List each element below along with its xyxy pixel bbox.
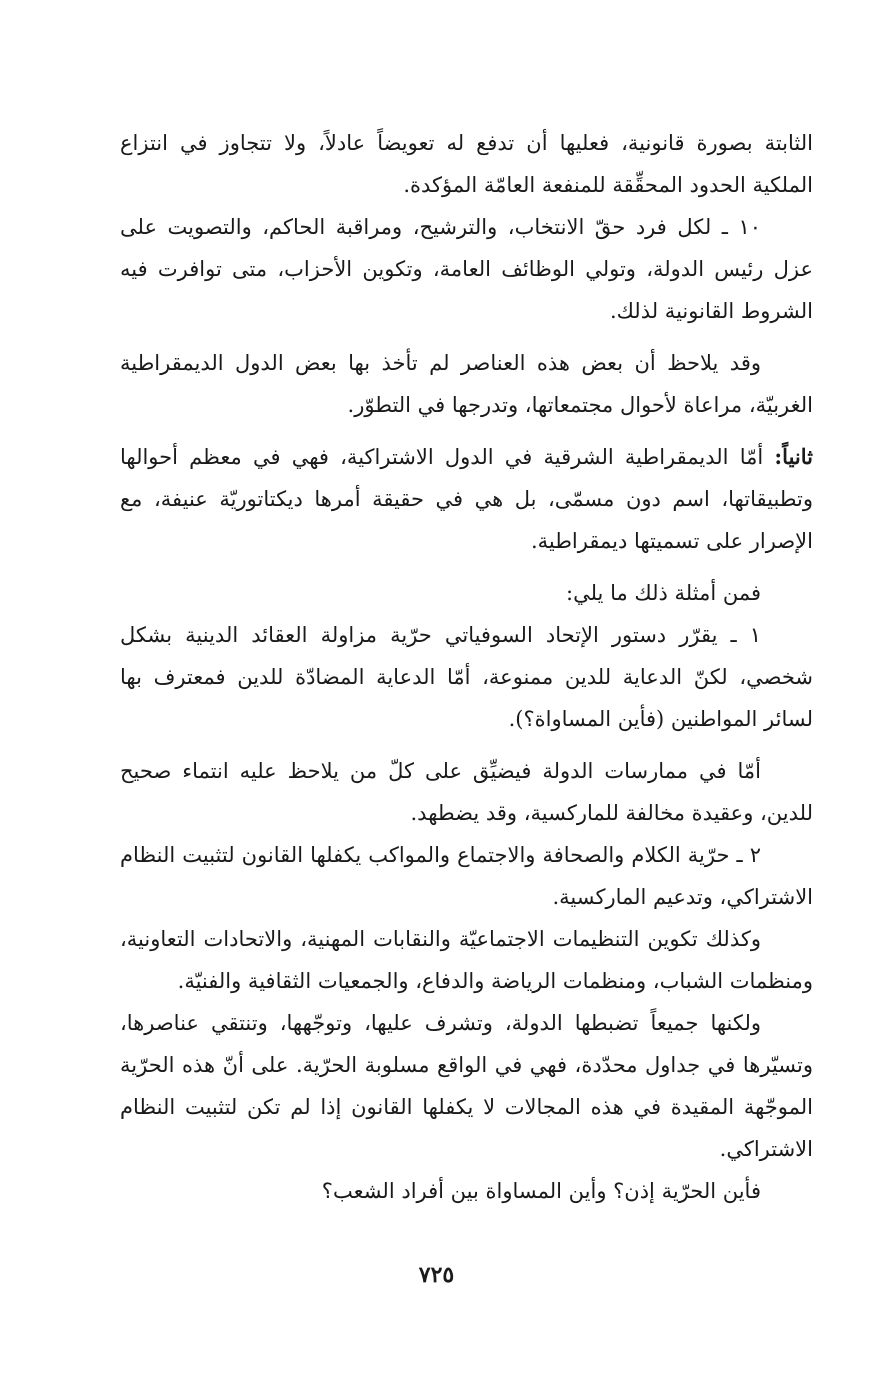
paragraph-item-10: ١٠ ـ لكل فرد حقّ الانتخاب، والترشيح، ومراقبة الحاكم، والتصويت على عزل رئيس الدولة، وتولي الوظائف العامة، وتكوين الأحزاب، متى توافرت فيه الشروط القانونية لذلك. [120, 215, 813, 323]
paragraph-item-1: ١ ـ يقرّر دستور الإتحاد السوفياتي حرّية مزاولة العقائد الدينية بشكل شخصي، لكنّ الدعاية للدين ممنوعة، أمّا الدعاية المضادّة للدين فمعترف بها لسائر المواطنين (فأين المساواة؟). [120, 623, 813, 731]
paragraph-second-section-text: أمّا الديمقراطية الشرقية في الدول الاشتراكية، فهي في معظم أحوالها وتطبيقاتها، اسم دون مسمّى، بل هي في حقيقة أمرها ديكتاتوريّة عنيفة، مع الإصرار على تسميتها ديمقراطية. [120, 445, 813, 553]
paragraph-continuation: الثابتة بصورة قانونية، فعليها أن تدفع له تعويضاً عادلاً، ولا تتجاوز في انتزاع الملكية الحدود المحقِّقة للمنفعة العامّة المؤكدة. [120, 131, 813, 197]
paragraph-closing-question: فأين الحرّية إذن؟ وأين المساواة بين أفراد الشعب؟ [321, 1179, 761, 1203]
section-lead-label: ثانياً: [774, 444, 813, 469]
page-number: ٧٢٥ [418, 1262, 455, 1288]
paragraph-second-section [120, 436, 813, 562]
paragraph-note: وقد يلاحظ أن بعض هذه العناصر لم تأخذ بها بعض الدول الديمقراطية الغربيّة، مراعاة لأحوال مجتمعاتها، وتدرجها في التطوّر. [120, 351, 813, 417]
paragraph-practice: أمّا في ممارسات الدولة فيضيِّق على كلّ من يلاحظ عليه انتماء صحيح للدين، وعقيدة مخالفة للماركسية، وقد يضطهد. [120, 759, 813, 825]
paragraph-item-2: ٢ ـ حرّية الكلام والصحافة والاجتماع والمواكب يكفلها القانون لتثبيت النظام الاشتراكي، وتدعيم الماركسية. [120, 843, 813, 909]
body-text [120, 122, 813, 1212]
paragraph-organizations: وكذلك تكوين التنظيمات الاجتماعيّة والنقابات المهنية، والاتحادات التعاونية، ومنظمات الشباب، ومنظمات الرياضة والدفاع، والجمعيات الثقافية والفنيّة. [120, 927, 813, 993]
paragraph-examples-intro: فمن أمثلة ذلك ما يلي: [566, 581, 761, 605]
paragraph-control: ولكنها جميعاً تضبطها الدولة، وتشرف عليها، وتوجّهها، وتنتقي عناصرها، وتسيّرها في جداول محدّدة، فهي في الواقع مسلوبة الحرّية. على أنّ هذه الحرّية الموجّهة المقيدة في هذه المجالات لا يكفلها القانون إذا لم تكن لتثبيت النظام الاشتراكي. [120, 1011, 813, 1161]
